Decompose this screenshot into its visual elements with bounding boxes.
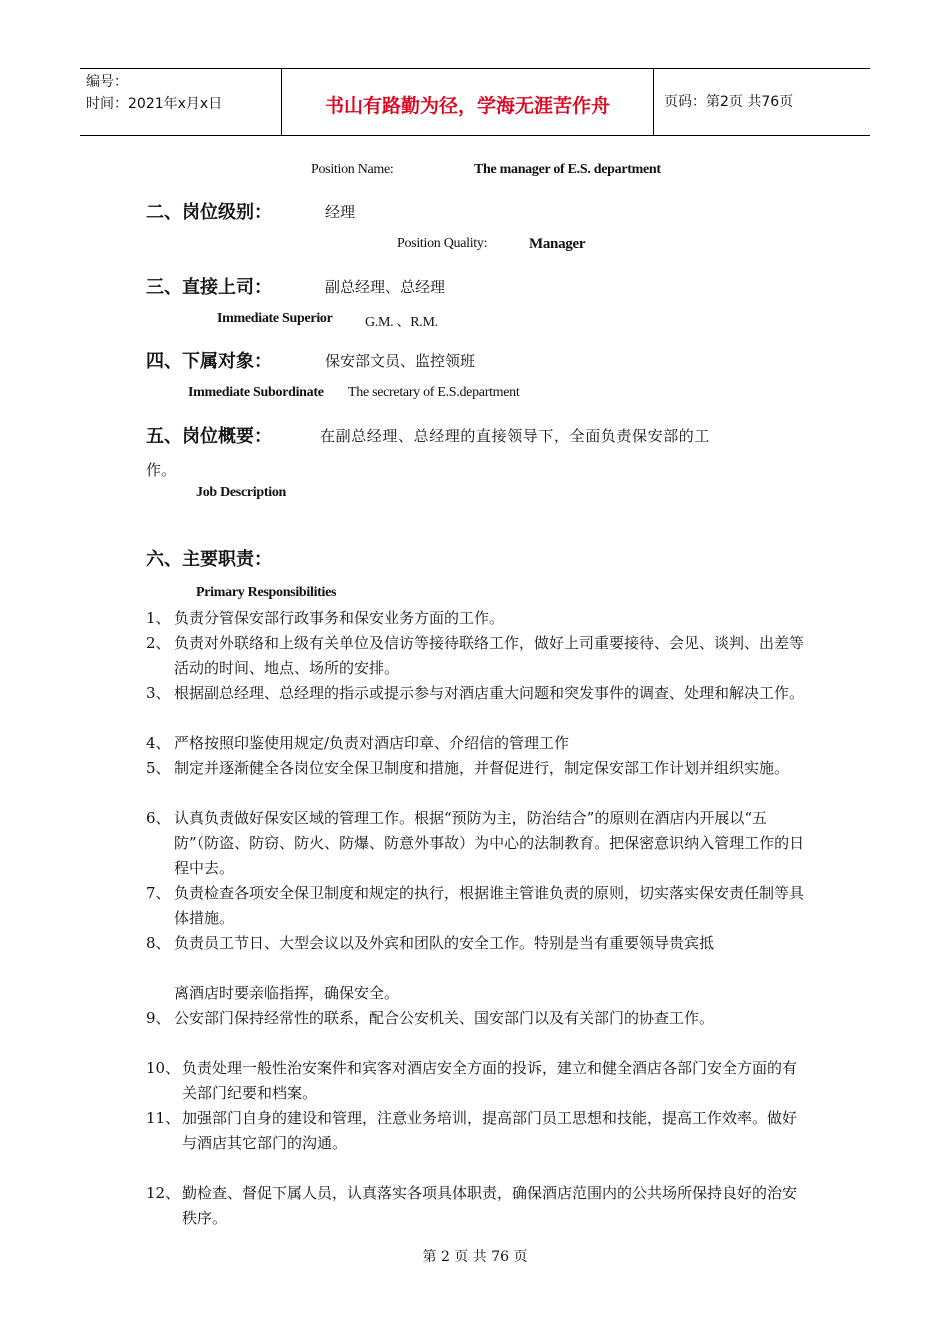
immediate-superior-value: G.M. 、R.M. [365,315,438,330]
list-item-text: 加强部门自身的建设和管理，注意业务培训，提高部门员工思想和技能，提高工作效率。做好与酒店其它部门的沟通。 [182,1109,798,1152]
section-value-superior: 副总经理、总经理 [325,278,446,296]
section-title-superior: 三、直接上司： [146,277,272,298]
section-title-level: 二、岗位级别： [146,202,272,223]
section-title-duties: 六、主要职责： [146,549,272,570]
list-item [146,1181,810,1231]
list-item-text: 离酒店时要亲临指挥，确保安全。 [174,984,400,1002]
primary-responsibilities-label: Primary Responsibilities [196,585,337,600]
list-item-number: 2、 [146,634,171,652]
list-item-number: 6、 [146,809,171,827]
list-item-text: 负责分管保安部行政事务和保安业务方面的工作。 [174,609,505,627]
immediate-subordinate-value: The secretary of E.S.department [348,385,520,400]
header-slogan: 书山有路勤为径，学海无涯苦作舟 [324,95,610,117]
list-item [146,631,810,681]
list-item-text: 根据副总经理、总经理的指示或提示参与对酒店重大问题和突发事件的调查、处理和解决工作。 [174,684,805,702]
list-item-text: 负责员工节日、大型会议以及外宾和团队的安全工作。特别是当有重要领导贵宾抵 [174,934,715,952]
list-item-number: 1、 [146,609,171,627]
list-item [146,731,810,756]
section-value-summary-line1: 在副总经理、总经理的直接领导下，全面负责保安部的工 [320,427,711,445]
list-item [146,931,810,956]
list-item [146,1106,810,1156]
list-item-number: 4、 [146,734,171,752]
immediate-superior-label: Immediate Superior [217,311,333,326]
position-name-value: The manager of E.S. department [474,162,661,177]
list-item-text: 负责检查各项安全保卫制度和规定的执行，根据谁主管谁负责的原则，切实落实保安责任制等具体措施。 [174,884,805,927]
list-item [146,681,810,706]
list-item-text: 制定并逐渐健全各岗位安全保卫制度和措施，并督促进行，制定保安部工作计划并组织实施。 [174,759,790,777]
section-value-summary-line2: 作。 [146,461,177,479]
list-item [146,981,810,1006]
list-item-number: 3、 [146,684,171,702]
header-slogan-cell [282,69,654,135]
list-item-number: 11、 [146,1109,181,1127]
list-item-number: 5、 [146,759,171,777]
list-item-number: 7、 [146,884,171,902]
list-item-number: 12、 [146,1184,181,1202]
section-title-subordinate: 四、下属对象： [146,351,272,372]
position-quality-value: Manager [529,236,586,252]
list-item-number: 10、 [146,1059,181,1077]
list-item-text: 严格按照印鉴使用规定/负责对酒店印章、介绍信的管理工作 [174,734,570,752]
list-item-text: 认真负责做好保安区域的管理工作。根据“预防为主，防治结合”的原则在酒店内开展以“五防”（防盗、防窃、防火、防爆、防意外事故）为中心的法制教育。把保密意识纳入管理工作的日程中去。 [174,809,805,877]
section-value-level: 经理 [325,203,356,221]
document-number-label: 编号： [86,74,128,90]
page-footer: 第 2 页 共 76 页 [422,1249,528,1265]
list-item-text: 勤检查、督促下属人员，认真落实各项具体职责，确保酒店范围内的公共场所保持良好的治安秩序。 [182,1184,798,1227]
list-item [146,881,810,931]
list-item [146,606,810,631]
list-item [146,1056,810,1106]
list-item-text: 负责对外联络和上级有关单位及信访等接待联络工作，做好上司重要接待、会见、谈判、出差等活动的时间、地点、场所的安排。 [174,634,805,677]
job-description-label: Job Description [196,485,287,500]
header-meta [80,69,282,135]
page-header [80,68,870,136]
list-item [146,1006,810,1031]
list-item-text: 公安部门保持经常性的联系，配合公安机关、国安部门以及有关部门的协查工作。 [174,1009,715,1027]
document-date: 时间：2021年x月x日 [86,96,223,112]
list-item [146,806,810,881]
header-page-code: 页码：第2页 共76页 [664,94,794,110]
list-item-number: 8、 [146,934,171,952]
position-quality-label: Position Quality: [397,236,488,251]
list-item [146,756,810,781]
section-value-subordinate: 保安部文员、监控领班 [325,352,476,370]
section-title-summary: 五、岗位概要： [146,426,272,447]
list-item-text: 负责处理一般性治安案件和宾客对酒店安全方面的投诉，建立和健全酒店各部门安全方面的有关部门纪要和档案。 [182,1059,798,1102]
list-item-number: 9、 [146,1009,171,1027]
immediate-subordinate-label: Immediate Subordinate [188,385,324,400]
position-name-label: Position Name: [311,162,394,177]
